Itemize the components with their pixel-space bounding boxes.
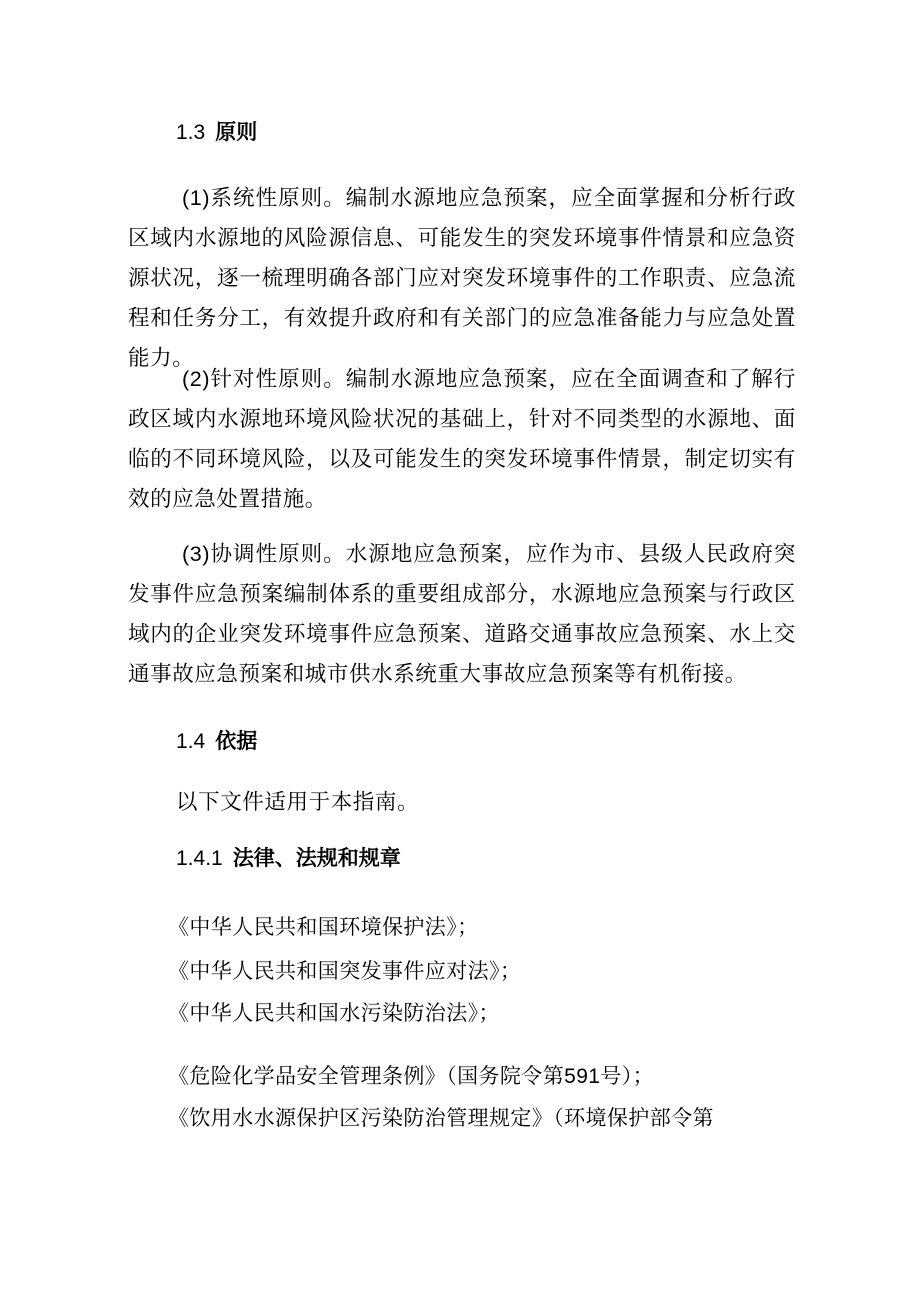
section-heading-1-4 bbox=[176, 727, 257, 756]
section-title: 依据 bbox=[215, 729, 258, 753]
section-number: 1.4.1 bbox=[176, 847, 223, 870]
principle-paragraph-1 bbox=[128, 178, 796, 379]
reference-item: 《饮用水水源保护区污染防治管理规定》（环境保护部令第 bbox=[168, 1106, 714, 1130]
reference-text: 《危险化学品安全管理条例》（国务院令第 bbox=[168, 1064, 565, 1088]
reference-item: 《中华人民共和国水污染防治法》； bbox=[168, 1001, 500, 1025]
section-title: 法律、法规和规章 bbox=[232, 846, 401, 870]
principle-paragraph-2 bbox=[128, 359, 796, 520]
principle-text: 系统性原则。编制水源地应急预案，应全面掌握和分析行政区域内水源地的风险源信息、可能发生的突发环境事件情景和应急资源状况，逐一梳理明确各部门应对突发环境事件的工作职责、应急流程和任务分工，有效提升政府和有关部门的应急准备能力与应急处置能力。 bbox=[128, 186, 796, 371]
decree-number: 591 bbox=[564, 1065, 601, 1088]
principle-label: (1) bbox=[182, 186, 211, 210]
reference-text: 号）； bbox=[600, 1064, 655, 1088]
basis-intro: 以下文件适用于本指南。 bbox=[176, 790, 420, 815]
principle-label: (3) bbox=[182, 542, 211, 566]
section-title: 原则 bbox=[215, 120, 258, 144]
reference-item: 《中华人民共和国环境保护法》； bbox=[168, 915, 479, 939]
section-heading-1-3 bbox=[176, 118, 257, 147]
reference-item: 《中华人民共和国突发事件应对法》； bbox=[168, 959, 522, 983]
principle-text: 针对性原则。编制水源地应急预案，应在全面调查和了解行政区域内水源地环境风险状况的基础上，针对不同类型的水源地、面临的不同环境风险，以及可能发生的突发环境事件情景，制定切实有效的应急处置措施。 bbox=[128, 367, 796, 512]
section-heading-1-4-1 bbox=[176, 844, 401, 873]
principle-text: 协调性原则。水源地应急预案，应作为市、县级人民政府突发事件应急预案编制体系的重要组成部分，水源地应急预案与行政区域内的企业突发环境事件应急预案、道路交通事故应急预案、水上交通事故应急预案和城市供水系统重大事故应急预案等有机衔接。 bbox=[128, 542, 796, 687]
reference-item bbox=[168, 1062, 654, 1091]
section-number: 1.4 bbox=[176, 730, 206, 753]
principle-label: (2) bbox=[182, 367, 211, 391]
section-number: 1.3 bbox=[176, 121, 206, 144]
principle-paragraph-3 bbox=[128, 534, 796, 695]
